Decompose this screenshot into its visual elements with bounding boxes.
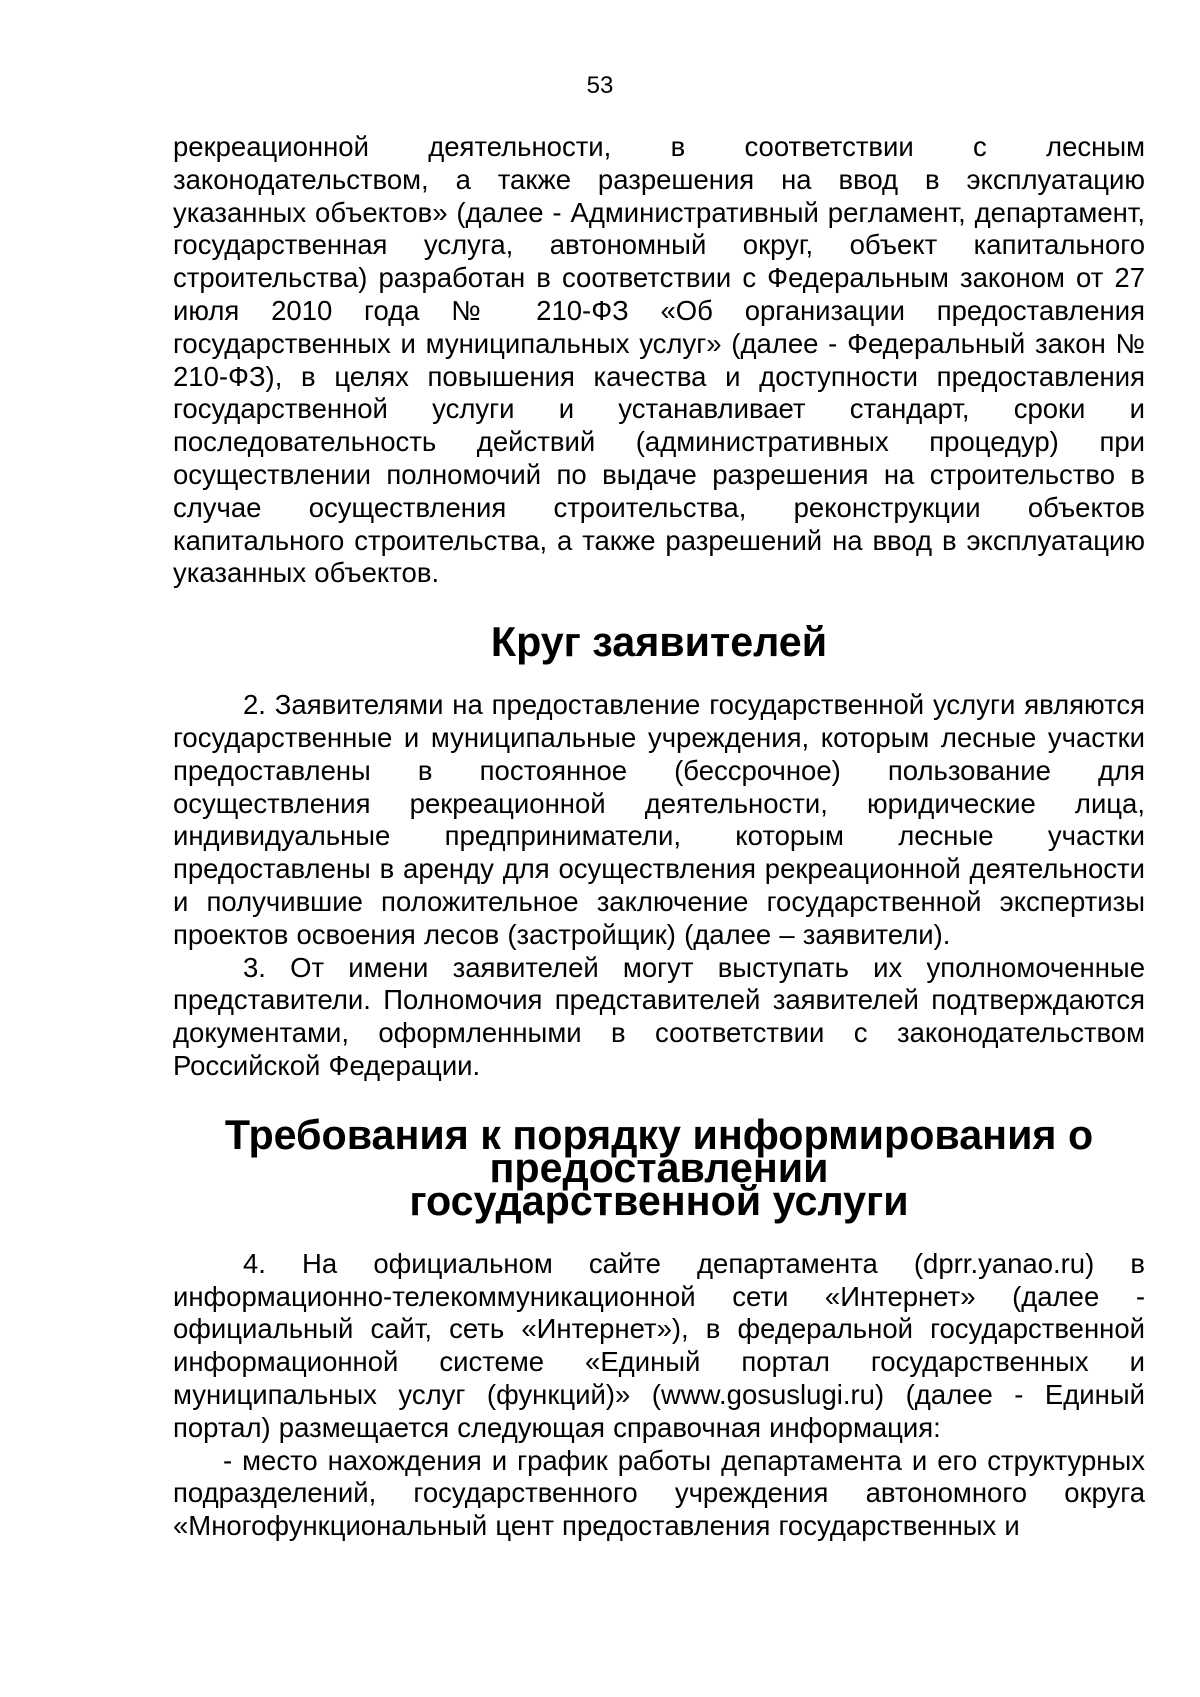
paragraph-2: 2. Заявителями на предоставление государственной услуги являются государственные и муниципальные учреждения, которым лесные участки предоставлены в постоянное (бессрочное) пользование для осуществления рекреационной деятельности, юридические лица, индивидуальные предприниматели, которым лесные участки предоставлены в аренду для осуществления рекреационной деятельности и получившие положительное заключение государственной экспертизы проектов освоения лесов (застройщик) (далее – заявители). (173, 689, 1145, 950)
section-heading-information (173, 1111, 1145, 1224)
section-heading-information-line1: Требования к порядку информирования о предоставлении (224, 1111, 1094, 1191)
intro-paragraph: рекреационной деятельности, в соответствии с лесным законодательством, а также разрешения на ввод в эксплуатацию указанных объектов» (далее - Административный регламент, департамент, государственная услуга, автономный округ, объект капитального строительства) разработан в соответствии с Федеральным законом от 27 июля 2010 года № 210-ФЗ «Об организации предоставления государственных и муниципальных услуг» (далее - Федеральный закон № 210-ФЗ), в целях повышения качества и доступности предоставления государственной услуги и устанавливает стандарт, сроки и последовательность действий (административных процедур) при осуществлении полномочий по выдаче разрешения на строительство в случае осуществления строительства, реконструкции объектов капитального строительства, а также разрешений на ввод в эксплуатацию указанных объектов. (173, 131, 1145, 589)
document-body (173, 131, 1145, 1543)
page-number: 53 (586, 72, 614, 99)
list-item-location-schedule: - место нахождения и график работы департамента и его структурных подразделений, государственного учреждения автономного округа «Многофункциональный цент предоставления государственных и (173, 1444, 1145, 1542)
section-heading-applicants: Круг заявителей (490, 619, 828, 666)
paragraph-3: 3. От имени заявителей могут выступать их уполномоченные представители. Полномочия представителей заявителей подтверждаются документами, оформленными в соответствии с законодательством Российской Федерации. (173, 951, 1145, 1081)
section-heading-information-line2: государственной услуги (409, 1177, 909, 1224)
paragraph-4: 4. На официальном сайте департамента (dprr.yanao.ru) в информационно-телекоммуникационной сети «Интернет» (далее - официальный сайт, сеть «Интернет»), в федеральной государственной информационной системе «Единый портал государственных и муниципальных услуг (функций)» (www.gosuslugi.ru) (далее - Единый портал) размещается следующая справочная информация: (173, 1247, 1145, 1443)
